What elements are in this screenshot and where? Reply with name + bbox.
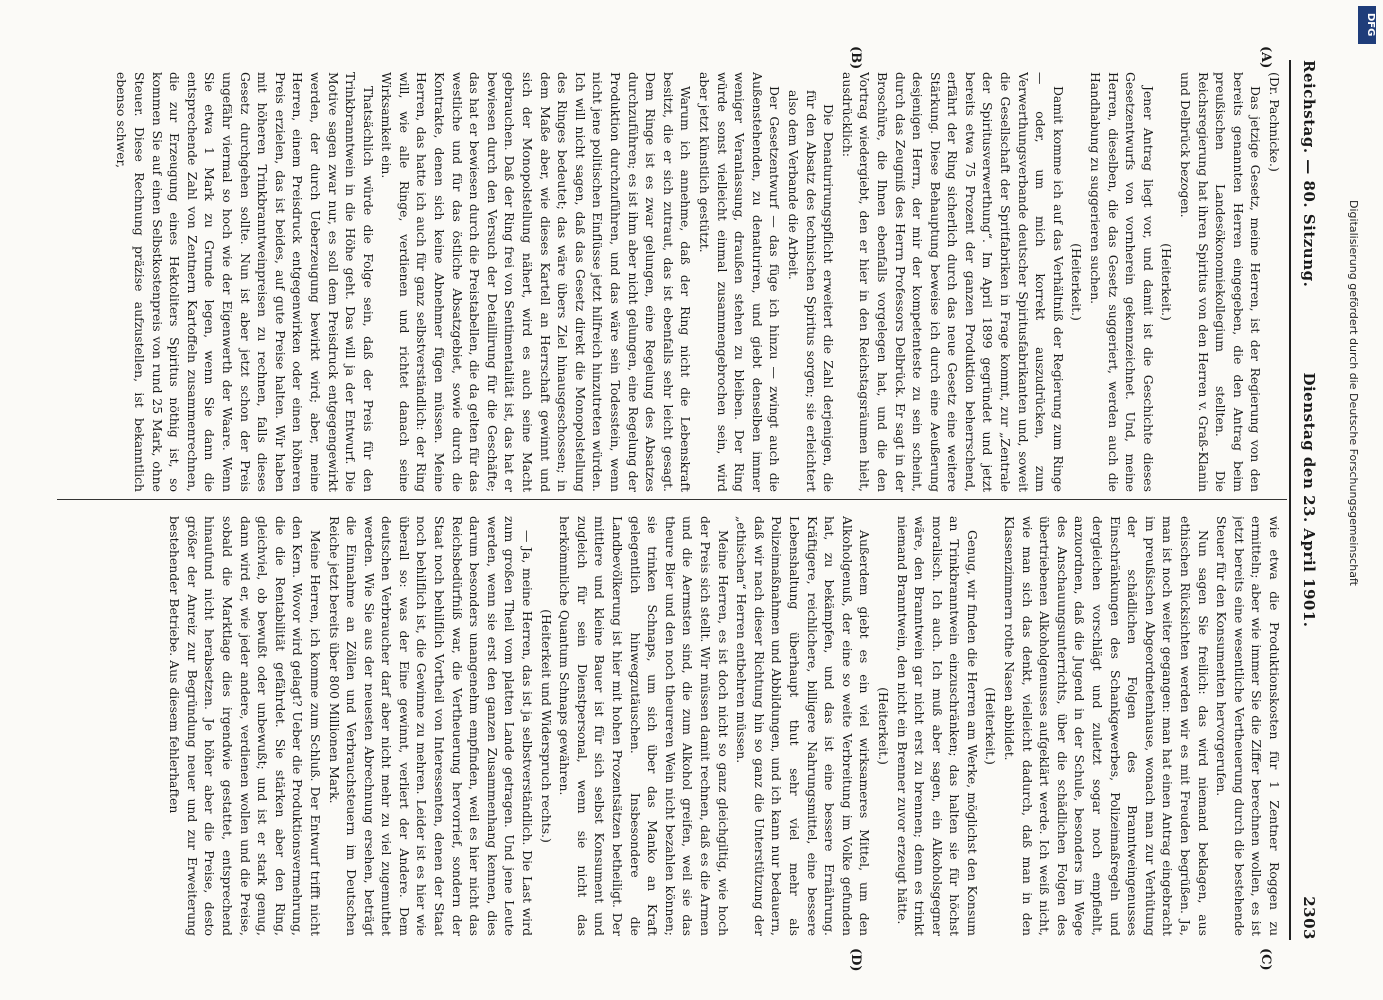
paragraph: (Heiterkeit.) — [875, 687, 891, 765]
left-column — [63, 72, 1283, 492]
paragraph: Das jetzige Gesetz, meine Herren, ist der Regierung von den bereits genannten Herren eingegeben, die den Antrag beim preußischen Landesökonomiekollegium stellten. Die Reichsregierung hat ihren Spiritus von den Herren v. Graß-Klanin und Delbrück bezogen. — [1178, 72, 1264, 492]
column-separator — [57, 499, 1287, 500]
paragraph: Meine Herren, es ist doch nicht so ganz gleichgiltig, wie hoch der Preis sich stellt. Wir müssen damit rechnen, daß es die Armen und die Aermsten sind, die zum Alkohol greifen, weil sie das theure Bier und den noch theureren Wein nicht bezahlen können; sie trinken Schnaps, um sich über das Manko an Kraft gelegentlich hinwegzutäuschen. Insbesondere die Landbevölkerung ist hier mit hohen Prozentsätzen betheiligt. Der mittlere und kleine Bauer ist für sich selbst Konsument und zugleich für sein Dienstpersonal, wenn sie nicht das herkömmliche Quantum Schnaps gewähren. — [557, 516, 731, 936]
paragraph: Warum ich annehme, daß der Ring nicht die Lebenskraft besitzt, die er sich zutraut, das ist ebenfalls sehr leicht gesagt. Dem Ringe ist es zwar gelungen, eine Regelung des Absatzes durchzuführen; es ist ihm aber nicht gelungen, eine Regelung der Produktion durchzuführen, und das wäre sein Todesstein, wenn nicht jene politischen Einflüsse jetzt hilfreich hinzutreten würden. Ich will nicht sagen, daß das Gesetz direkt die Monopolstellung des Ringes bedeutet; das wäre übers Ziel hinausgeschossen; in dem Maße aber, wie dieses Kartell an Herrschaft gewinnt und sich der Monopolstellung nähert, wird es auch seine Macht gebrauchen. Daß der Ring frei von Sentimentalität ist, das hat er bewiesen durch den Versuch der Detaillirung für die Geschäfte; das hat er bewiesen durch die Preistabellen, die da gelten für das westliche und für das östliche Absatzgebiet, sowie durch die Kontrakte, denen sich keine Abnehmer fügen müssen. Meine Herren, das hatte ich auch für ganz selbstverständlich: der Ring will, wie alle Ringe, verdienen und richtet danach seine Wirksamkeit ein. — [379, 72, 694, 492]
digitization-note: Digitalisierung gefördert durch die Deutsche Forschungsgemeinschaft — [1347, 200, 1360, 586]
page-number: 2303 — [1300, 896, 1318, 940]
paragraph: Damit komme ich auf das Verhältniß der Regierung zum Ringe — oder, um mich korrekt auszudrücken, zum Verwerthungsverbande deutscher Spiritusfabrikanten und, soweit die Gesellschaft der Spritfabriken in Frage kommt, zur „Zentrale der Spiritusverwerthung“. Im April 1899 gegründet und jetzt bereits etwa 75 Prozent der ganzen Produktion beherrschend, erfährt der Ring sicherlich durch das neue Gesetz eine weitere Stärkung. Diese Behauptung beweise ich durch eine Aeußerung desjenigen Herrn, der mir der kompetenteste zu sein scheint, durch das Zeugniß des Herrn Professors Delbrück. Er sagt in der Broschüre, die Ihnen ebenfalls vorgelegen hat, und die den Vortrag wiedergiebt, den er hier in den Reichstagsräumen hielt, ausdrücklich: — [839, 72, 1066, 492]
paragraph: — Ja, meine Herren, das ist ja selbstverständlich. Die Last wird zum großen Theil vom platten Lande getragen. Und jene Leute werden, wenn sie erst den ganzen Zusammenhang kennen, dies darum besonders unangenehm empfinden, weil es hier nicht das Reichsbedürfniß war, die Vertheuerung hervorrief, sondern der Staat noch behilflich Vortheil von Interessenten, denen der Staat noch behilflich ist, die Gewinne zu mehren. Leider ist es hier wie überall so: was der Eine gewinnt, verliert der Andere. Dem deutschen Verbraucher darf aber nicht mehr zu viel zugemuthet werden. Wie Sie aus der neuesten Abrechnung ersehen, beträgt die Einnahme an Zöllen und Verbrauchsteuern im Deutschen Reiche jetzt bereits über 800 Millionen Mark. — [326, 516, 536, 936]
paragraph: Nun sagen Sie freilich: das wird niemand beklagen, aus ethischen Rücksichten werden wir es mit Freuden begrüßen. Ja, man ist noch weiter gegangen: man hat einen Antrag eingebracht im preußischen Abgeordnetenhause, wonach man zur Verhütung der schädlichen Folgen des Branntweingenusses Einschränkungen des Schankgewerbes, Polizeimaßregeln und dergleichen vorschlägt und zuletzt sogar noch empfiehlt, anzuordnen, daß die Jugend in der Schule, besonders im Wege des Anschauungsunterrichts, über die schädlichen Folgen des übertriebenen Alkoholgenusses aufgeklärt werde. Ich weiß nicht, wie man sich das denkt, vielleicht dadurch, daß man in den Klassenzimmern rothe Nasen abbildet. — [1002, 516, 1211, 936]
margin-marker-c: (C) — [1258, 948, 1273, 971]
paragraph: Genug, wir finden die Herren am Werke, möglichst den Konsum an Trinkbranntwein einzuschränken; das halten sie für höchst moralisch. Ich auch. Ich muß aber sagen, ein Alkoholsgegner wäre, den Branntwein gar nicht erst zu brennen; denn es trinkt niemand Branntwein, den nicht ein Brenner zuvor erzeugt hätte. — [894, 516, 980, 936]
paragraph: wie etwa die Produktionskosten für 1 Zentner Roggen zu ermitteln; aber wie immer Sie die Ziffer berechnen wollen, es ist jetzt bereits eine wesentliche Vertheuerung durch die bestehende Steuer für den Konsumenten hervorgerufen. — [1214, 516, 1282, 936]
paragraph: Der Gesetzentwurf — das füge ich hinzu — zwingt auch die Außenstehenden, zu denaturiren, und giebt denselben immer weniger Veranlassung, draußen stehen zu bleiben. Der Ring würde sonst vielleicht einmal zusammengebrochen sein, wird aber jetzt künstlich gestützt. — [697, 72, 783, 492]
paragraph: (Heiterkeit und Widerspruch rechts.) — [538, 609, 554, 843]
paragraph: Außerdem giebt es ein viel wirksameres Mittel, um den Alkoholgenuß, der eine so weite Verbreitung im Volke gefunden hat, zu bekämpfen, und das ist eine bessere Ernährung. Kräftigere, reichlichere, billigere Nahrungsmittel, eine bessere Lebenshaltung überhaupt thut sehr viel mehr als Polizeimaßnahmen und Abbildungen, und ich kann nur bedauern, daß wir nach dieser Richtung hin so ganz die Unterstützung der „ethischen“ Herren entbehren müssen. — [734, 516, 873, 936]
paragraph: (Heiterkeit.) — [1069, 243, 1085, 321]
paragraph: Thatsächlich würde die Folge sein, daß der Preis für den Trinkbranntwein in die Höhe geht. Das will ja der Entwurf. Die Motive sagen zwar nur, es soll dem Preisdruck entgegengewirkt werden, der durch Ueberzeugung bewirkt wird; aber, meine Herren, einem Preisdruck entgegenwirken oder einen höheren Preis erzielen, das ist beides, auf gute Preise halten. Wir haben mit höheren Trinkbranntweinpreisen zu rechnen, falls dieses Gesetz durchgehen sollte. Nun ist aber jetzt schon der Preis ungefähr viermal so hoch wie der Eigenwerth der Waare. Wenn Sie etwa 1 Mark zu Grunde legen, wenn Sie dann die entsprechende Zahl von Zentnern Kartoffeln zusammenrechnen, die zur Erzeugung eines Hektoliters Spiritus nöthig ist, so kommen Sie auf einen Selbstkostenpreis von rund 25 Mark, ohne Steuer. Diese Rechnung präzise aufzustellen, ist bekanntlich ebenso schwer, — [114, 72, 376, 492]
margin-marker-b: (B) — [848, 46, 863, 70]
right-column — [63, 516, 1283, 936]
paragraph: Meine Herren, ich komme zum Schluß. Der Entwurf trifft nicht den Kern. Wovor wird gelagt? Ueber die Produktionsvermehrung, die die Rentabilität gefährdet. Sie stärken aber den Ring, gleichviel, ob bewußt oder unbewußt; und ist er stark genug, dann wird er, wie jeder andere, verdienen wollen und die Preise, sobald die Marktlage dies irgendwie gestattet, entsprechend hinaufund nicht herabsetzen. Je höher aber die Preise, desto größer der Anreiz zur Begründung neuer und zur Erweiterung bestehender Betriebe. Aus diesem fehlerhaften — [167, 516, 323, 936]
paragraph: (Heiterkeit.) — [983, 687, 999, 765]
dfg-logo: DFG — [1358, 6, 1376, 44]
header-left: Reichstag. — 80. Sitzung. — [1300, 60, 1318, 288]
paragraph: (Heiterkeit.) — [1159, 243, 1175, 321]
paragraph: Jener Antrag liegt vor, und damit ist die Geschichte dieses Gesetzentwurfs von vornherein gekennzeichnet. Und, meine Herren, dieselben, die das Gesetz suggeriert, werden auch die Handhabung zu suggerieren suchen. — [1088, 72, 1156, 492]
quotation: Die Denaturirungspflicht erweitert die Zahl derjenigen, die für den Absatz des technischen Spiritus sorgen; sie erleichtert also dem Verbande die Arbeit. — [785, 90, 837, 492]
header-date: Dienstag den 23. April 1901. — [1300, 372, 1318, 628]
margin-marker-d: (D) — [848, 948, 863, 972]
header-rule — [1289, 60, 1291, 940]
page-header — [1293, 60, 1323, 940]
margin-marker-a: (A) — [1258, 46, 1273, 69]
speaker-tag: (Dr. Pachnicke.) — [1267, 72, 1282, 172]
